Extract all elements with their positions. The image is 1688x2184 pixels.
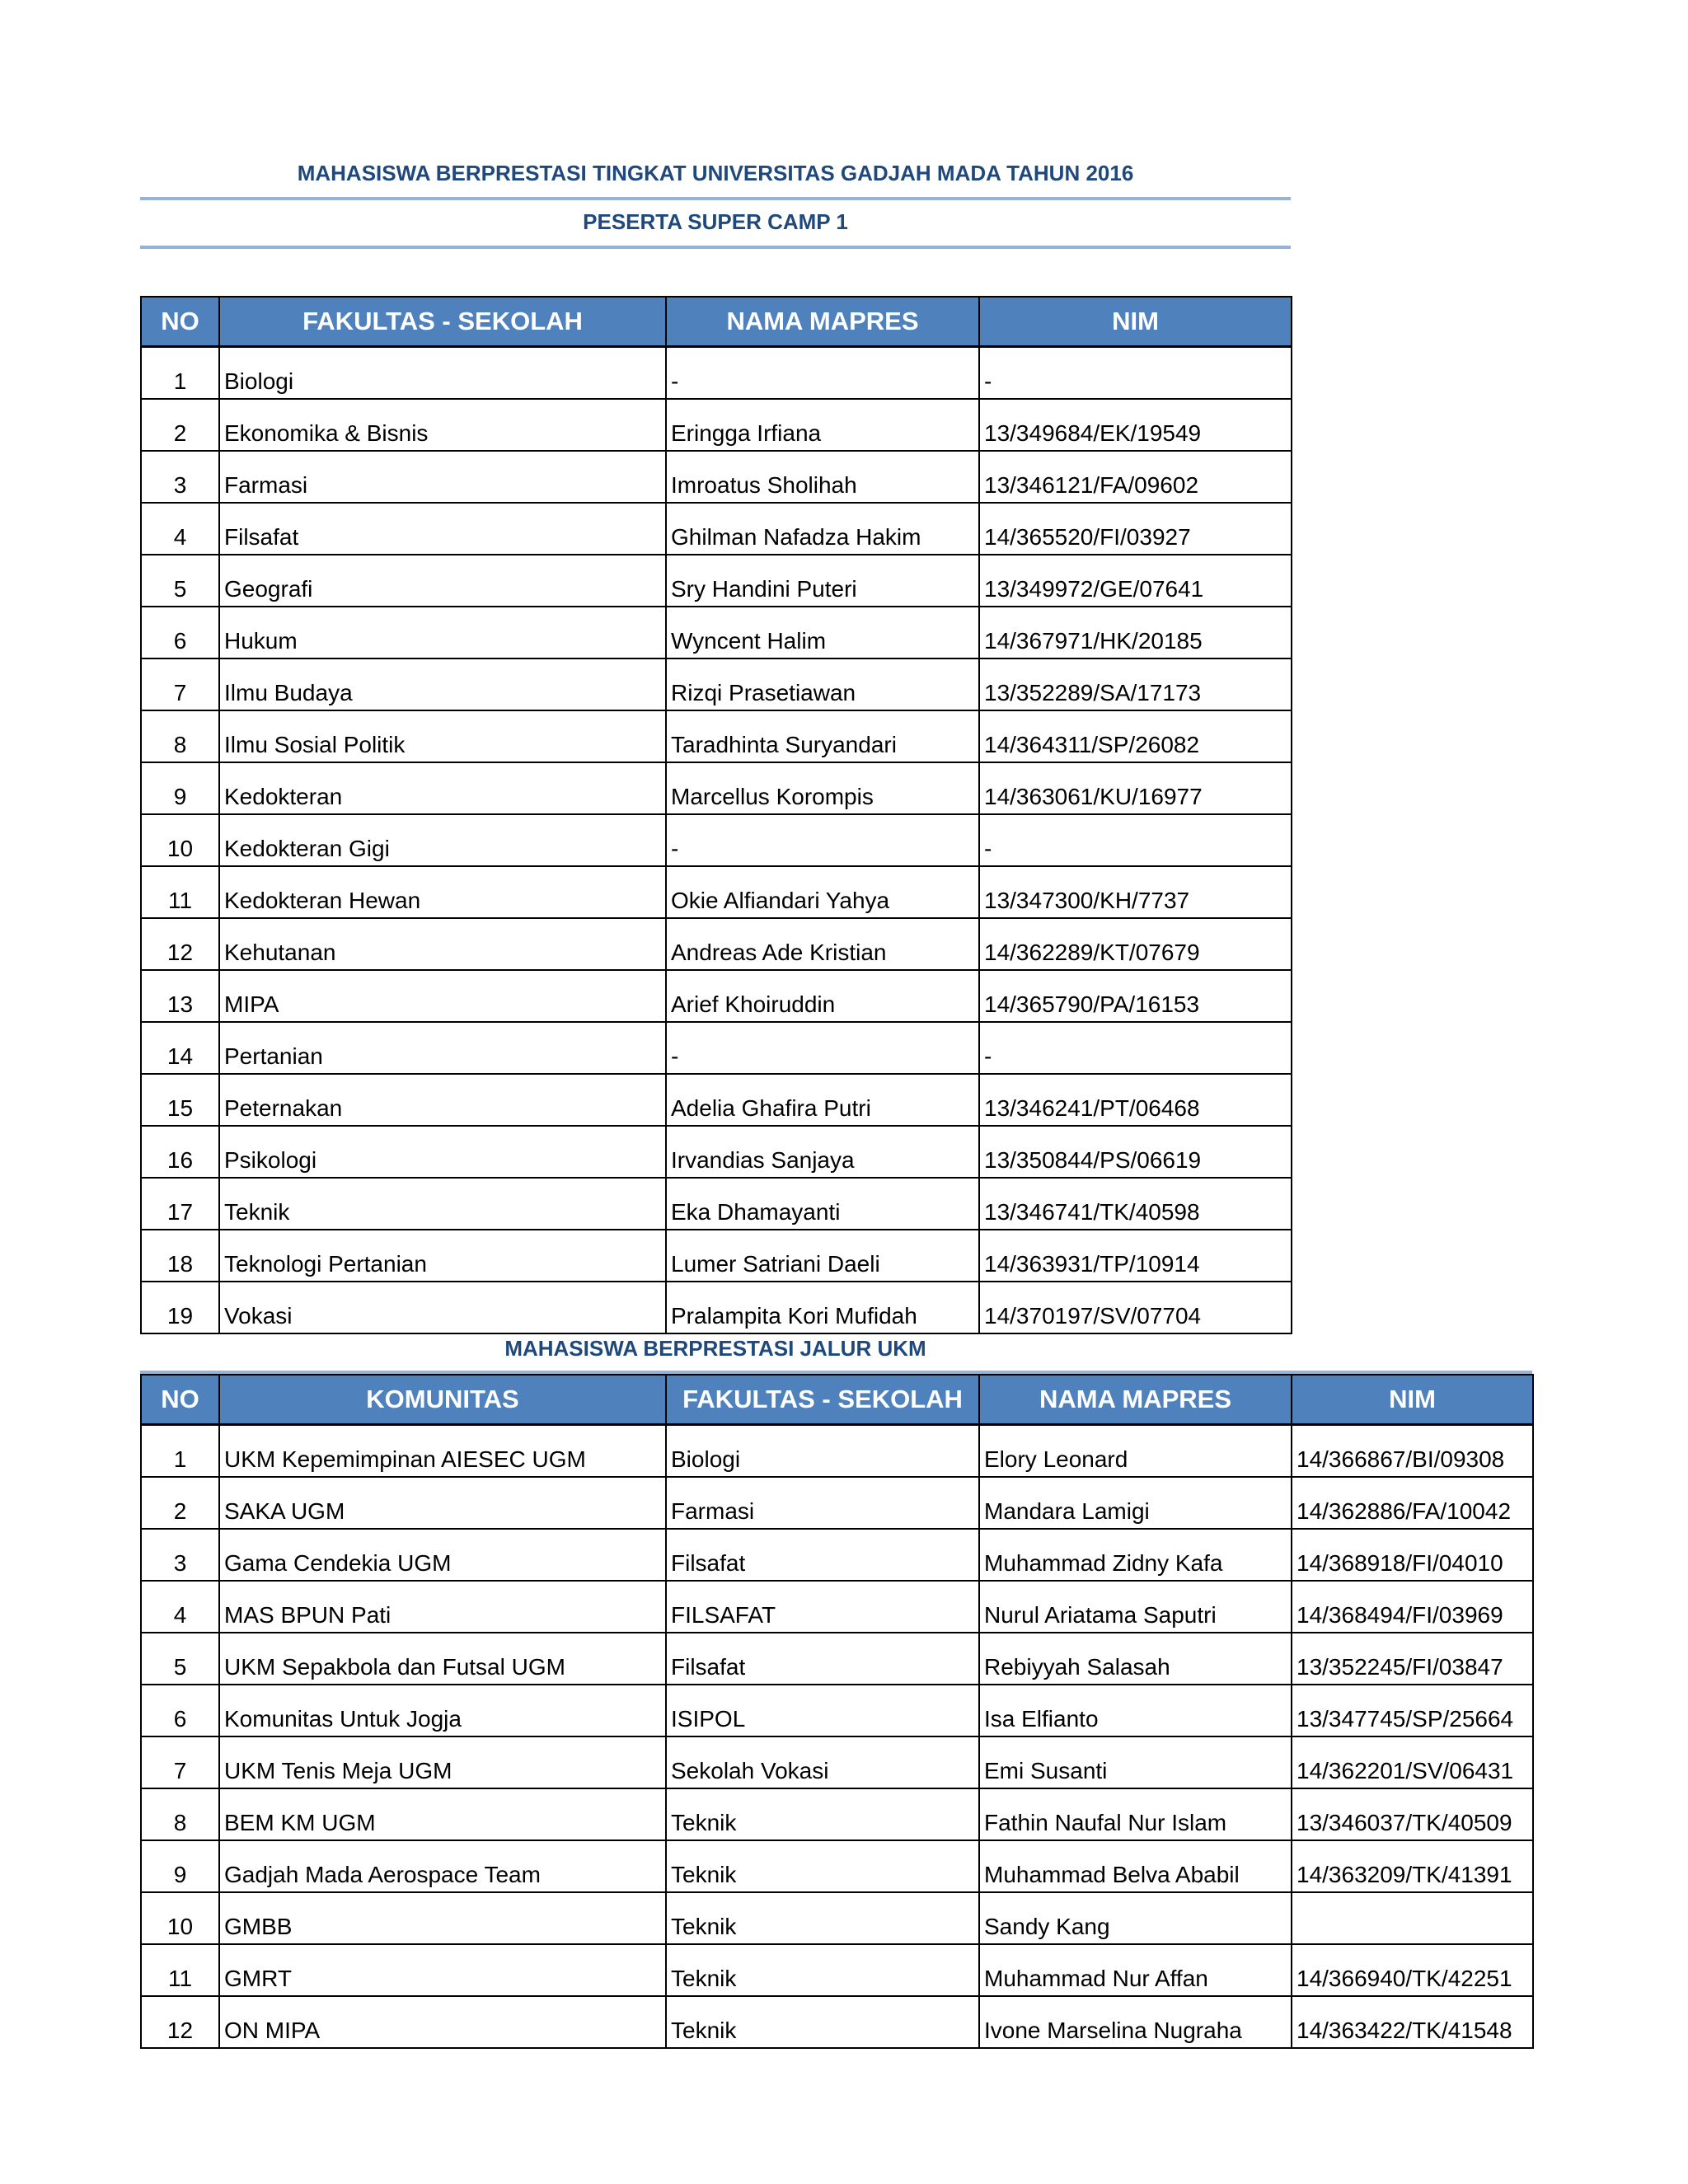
- column-header-no: NO: [141, 1375, 219, 1425]
- cell-nama: Adelia Ghafira Putri: [666, 1074, 979, 1126]
- cell-fakultas: Geografi: [219, 555, 666, 607]
- cell-fakultas: Farmasi: [219, 451, 666, 503]
- cell-nama: -: [666, 347, 979, 400]
- cell-nim: 14/370197/SV/07704: [979, 1282, 1292, 1333]
- table-row: [141, 1788, 1533, 1840]
- cell-komunitas: Gama Cendekia UGM: [219, 1529, 666, 1581]
- cell-fakultas: Biologi: [219, 347, 666, 400]
- table-row: [141, 1944, 1533, 1996]
- cell-nama: Mandara Lamigi: [979, 1477, 1292, 1529]
- cell-komunitas: UKM Tenis Meja UGM: [219, 1736, 666, 1788]
- cell-no: 9: [141, 762, 219, 814]
- cell-nama: Emi Susanti: [979, 1736, 1292, 1788]
- cell-nim: 13/349972/GE/07641: [979, 555, 1292, 607]
- cell-komunitas: MAS BPUN Pati: [219, 1581, 666, 1633]
- cell-no: 15: [141, 1074, 219, 1126]
- cell-nim: 13/346121/FA/09602: [979, 451, 1292, 503]
- cell-no: 9: [141, 1840, 219, 1892]
- table-row: [141, 1736, 1533, 1788]
- cell-no: 2: [141, 399, 219, 451]
- cell-nama: Muhammad Zidny Kafa: [979, 1529, 1292, 1581]
- cell-nim: 14/366940/TK/42251: [1292, 1944, 1533, 1996]
- cell-no: 12: [141, 1996, 219, 2048]
- cell-fakultas: Ekonomika & Bisnis: [219, 399, 666, 451]
- table-row: [141, 1633, 1533, 1685]
- cell-fakultas: Teknik: [666, 1996, 979, 2048]
- table-row: [141, 1529, 1533, 1581]
- table-row: [141, 347, 1292, 400]
- cell-fakultas: Teknik: [666, 1944, 979, 1996]
- cell-nama: Muhammad Belva Ababil: [979, 1840, 1292, 1892]
- cell-no: 6: [141, 607, 219, 658]
- column-header-nama: NAMA MAPRES: [666, 297, 979, 347]
- cell-nim: [1292, 1892, 1533, 1944]
- column-header-fakultas: FAKULTAS - SEKOLAH: [219, 297, 666, 347]
- cell-no: 6: [141, 1685, 219, 1736]
- table-row: [141, 607, 1292, 658]
- table-row: [141, 1425, 1533, 1478]
- cell-nim: 13/347745/SP/25664: [1292, 1685, 1533, 1736]
- cell-fakultas: Ilmu Sosial Politik: [219, 710, 666, 762]
- table-header-row: [141, 1375, 1533, 1425]
- table-row: [141, 814, 1292, 866]
- cell-nama: Rebiyyah Salasah: [979, 1633, 1292, 1685]
- column-header-nim: NIM: [979, 297, 1292, 347]
- cell-nim: 14/364311/SP/26082: [979, 710, 1292, 762]
- cell-fakultas: Psikologi: [219, 1126, 666, 1178]
- cell-nama: Muhammad Nur Affan: [979, 1944, 1292, 1996]
- cell-nim: 14/367971/HK/20185: [979, 607, 1292, 658]
- title-divider: [140, 197, 1291, 200]
- cell-fakultas: Teknik: [666, 1788, 979, 1840]
- cell-nama: Fathin Naufal Nur Islam: [979, 1788, 1292, 1840]
- cell-nim: -: [979, 347, 1292, 400]
- cell-nama: Arief Khoiruddin: [666, 970, 979, 1022]
- cell-nama: -: [666, 1022, 979, 1074]
- cell-no: 4: [141, 1581, 219, 1633]
- cell-nim: -: [979, 814, 1292, 866]
- cell-nim: 13/352245/FI/03847: [1292, 1633, 1533, 1685]
- cell-fakultas: Peternakan: [219, 1074, 666, 1126]
- table-row: [141, 1126, 1292, 1178]
- table-row: [141, 1581, 1533, 1633]
- cell-no: 10: [141, 1892, 219, 1944]
- cell-nim: 13/346037/TK/40509: [1292, 1788, 1533, 1840]
- cell-fakultas: Kedokteran: [219, 762, 666, 814]
- cell-nim: 14/368918/FI/04010: [1292, 1529, 1533, 1581]
- cell-nim: 14/366867/BI/09308: [1292, 1425, 1533, 1478]
- cell-komunitas: BEM KM UGM: [219, 1788, 666, 1840]
- cell-fakultas: Teknologi Pertanian: [219, 1230, 666, 1282]
- cell-nim: 14/362886/FA/10042: [1292, 1477, 1533, 1529]
- cell-nim: 14/362289/KT/07679: [979, 918, 1292, 970]
- cell-fakultas: Biologi: [666, 1425, 979, 1478]
- cell-nim: 13/352289/SA/17173: [979, 658, 1292, 710]
- cell-fakultas: Kedokteran Hewan: [219, 866, 666, 918]
- cell-nama: Marcellus Korompis: [666, 762, 979, 814]
- cell-nama: Pralampita Kori Mufidah: [666, 1282, 979, 1333]
- column-header-nim: NIM: [1292, 1375, 1533, 1425]
- table-row: [141, 710, 1292, 762]
- cell-no: 2: [141, 1477, 219, 1529]
- cell-no: 19: [141, 1282, 219, 1333]
- column-header-komunitas: KOMUNITAS: [219, 1375, 666, 1425]
- cell-no: 12: [141, 918, 219, 970]
- cell-fakultas: Filsafat: [666, 1633, 979, 1685]
- table-row: [141, 451, 1292, 503]
- cell-nama: Irvandias Sanjaya: [666, 1126, 979, 1178]
- table-row: [141, 1892, 1533, 1944]
- table-row: [141, 970, 1292, 1022]
- subtitle-divider: [140, 246, 1291, 249]
- cell-nama: Sandy Kang: [979, 1892, 1292, 1944]
- table-row: [141, 399, 1292, 451]
- cell-nim: 13/346241/PT/06468: [979, 1074, 1292, 1126]
- cell-no: 11: [141, 1944, 219, 1996]
- cell-komunitas: SAKA UGM: [219, 1477, 666, 1529]
- cell-no: 8: [141, 1788, 219, 1840]
- cell-no: 8: [141, 710, 219, 762]
- cell-no: 7: [141, 658, 219, 710]
- table-row: [141, 1477, 1533, 1529]
- cell-no: 10: [141, 814, 219, 866]
- cell-nama: Taradhinta Suryandari: [666, 710, 979, 762]
- cell-fakultas: Farmasi: [666, 1477, 979, 1529]
- cell-nim: -: [979, 1022, 1292, 1074]
- table-row: [141, 1074, 1292, 1126]
- cell-nama: Eringga Irfiana: [666, 399, 979, 451]
- cell-fakultas: Sekolah Vokasi: [666, 1736, 979, 1788]
- table-header-row: [141, 297, 1292, 347]
- cell-komunitas: Gadjah Mada Aerospace Team: [219, 1840, 666, 1892]
- cell-nim: 14/363931/TP/10914: [979, 1230, 1292, 1282]
- cell-fakultas: Kedokteran Gigi: [219, 814, 666, 866]
- cell-nama: Imroatus Sholihah: [666, 451, 979, 503]
- cell-nama: Ghilman Nafadza Hakim: [666, 503, 979, 555]
- cell-nim: 13/347300/KH/7737: [979, 866, 1292, 918]
- cell-no: 16: [141, 1126, 219, 1178]
- cell-nama: Eka Dhamayanti: [666, 1178, 979, 1230]
- table-row: [141, 658, 1292, 710]
- cell-komunitas: UKM Sepakbola dan Futsal UGM: [219, 1633, 666, 1685]
- cell-nim: 14/365790/PA/16153: [979, 970, 1292, 1022]
- table-row: [141, 1685, 1533, 1736]
- column-header-nama: NAMA MAPRES: [979, 1375, 1292, 1425]
- cell-no: 3: [141, 451, 219, 503]
- cell-fakultas: Pertanian: [219, 1022, 666, 1074]
- table-row: [141, 1996, 1533, 2048]
- cell-fakultas: MIPA: [219, 970, 666, 1022]
- cell-komunitas: UKM Kepemimpinan AIESEC UGM: [219, 1425, 666, 1478]
- cell-fakultas: Filsafat: [666, 1529, 979, 1581]
- column-header-no: NO: [141, 297, 219, 347]
- cell-fakultas: FILSAFAT: [666, 1581, 979, 1633]
- cell-fakultas: Hukum: [219, 607, 666, 658]
- cell-no: 4: [141, 503, 219, 555]
- cell-fakultas: Vokasi: [219, 1282, 666, 1333]
- cell-nama: Isa Elfianto: [979, 1685, 1292, 1736]
- cell-no: 7: [141, 1736, 219, 1788]
- cell-nama: Ivone Marselina Nugraha: [979, 1996, 1292, 2048]
- table-row: [141, 1840, 1533, 1892]
- table-row: [141, 555, 1292, 607]
- cell-nim: 13/346741/TK/40598: [979, 1178, 1292, 1230]
- cell-nama: Nurul Ariatama Saputri: [979, 1581, 1292, 1633]
- cell-komunitas: Komunitas Untuk Jogja: [219, 1685, 666, 1736]
- cell-fakultas: Teknik: [666, 1840, 979, 1892]
- cell-nim: 13/349684/EK/19549: [979, 399, 1292, 451]
- table-row: [141, 503, 1292, 555]
- cell-fakultas: Teknik: [666, 1892, 979, 1944]
- super-camp-table: [140, 296, 1292, 1334]
- cell-nim: 14/363209/TK/41391: [1292, 1840, 1533, 1892]
- cell-no: 14: [141, 1022, 219, 1074]
- table-row: [141, 1230, 1292, 1282]
- table-row: [141, 1022, 1292, 1074]
- cell-no: 18: [141, 1230, 219, 1282]
- cell-nama: Lumer Satriani Daeli: [666, 1230, 979, 1282]
- ukm-table: [140, 1374, 1534, 2049]
- table-row: [141, 866, 1292, 918]
- page-title: MAHASISWA BERPRESTASI TINGKAT UNIVERSITAS GADJAH MADA TAHUN 2016: [297, 161, 1134, 185]
- cell-fakultas: Kehutanan: [219, 918, 666, 970]
- cell-nama: -: [666, 814, 979, 866]
- cell-nim: 14/363422/TK/41548: [1292, 1996, 1533, 2048]
- column-header-fakultas: FAKULTAS - SEKOLAH: [666, 1375, 979, 1425]
- cell-nim: 14/363061/KU/16977: [979, 762, 1292, 814]
- section-title-ukm: MAHASISWA BERPRESTASI JALUR UKM: [504, 1336, 926, 1361]
- cell-nim: 13/350844/PS/06619: [979, 1126, 1292, 1178]
- table-row: [141, 1282, 1292, 1333]
- table-row: [141, 1178, 1292, 1230]
- cell-nama: Okie Alfiandari Yahya: [666, 866, 979, 918]
- cell-fakultas: ISIPOL: [666, 1685, 979, 1736]
- cell-no: 3: [141, 1529, 219, 1581]
- table-row: [141, 762, 1292, 814]
- cell-fakultas: Filsafat: [219, 503, 666, 555]
- cell-nama: Elory Leonard: [979, 1425, 1292, 1478]
- cell-komunitas: ON MIPA: [219, 1996, 666, 2048]
- page-subtitle: PESERTA SUPER CAMP 1: [583, 209, 848, 234]
- cell-no: 1: [141, 347, 219, 400]
- cell-no: 13: [141, 970, 219, 1022]
- cell-komunitas: GMRT: [219, 1944, 666, 1996]
- cell-fakultas: Ilmu Budaya: [219, 658, 666, 710]
- cell-nama: Andreas Ade Kristian: [666, 918, 979, 970]
- cell-no: 5: [141, 555, 219, 607]
- cell-no: 5: [141, 1633, 219, 1685]
- cell-nim: 14/365520/FI/03927: [979, 503, 1292, 555]
- cell-komunitas: GMBB: [219, 1892, 666, 1944]
- cell-no: 1: [141, 1425, 219, 1478]
- cell-nama: Wyncent Halim: [666, 607, 979, 658]
- cell-nim: 14/362201/SV/06431: [1292, 1736, 1533, 1788]
- cell-fakultas: Teknik: [219, 1178, 666, 1230]
- cell-nama: Sry Handini Puteri: [666, 555, 979, 607]
- cell-nim: 14/368494/FI/03969: [1292, 1581, 1533, 1633]
- table-row: [141, 918, 1292, 970]
- cell-nama: Rizqi Prasetiawan: [666, 658, 979, 710]
- cell-no: 17: [141, 1178, 219, 1230]
- cell-no: 11: [141, 866, 219, 918]
